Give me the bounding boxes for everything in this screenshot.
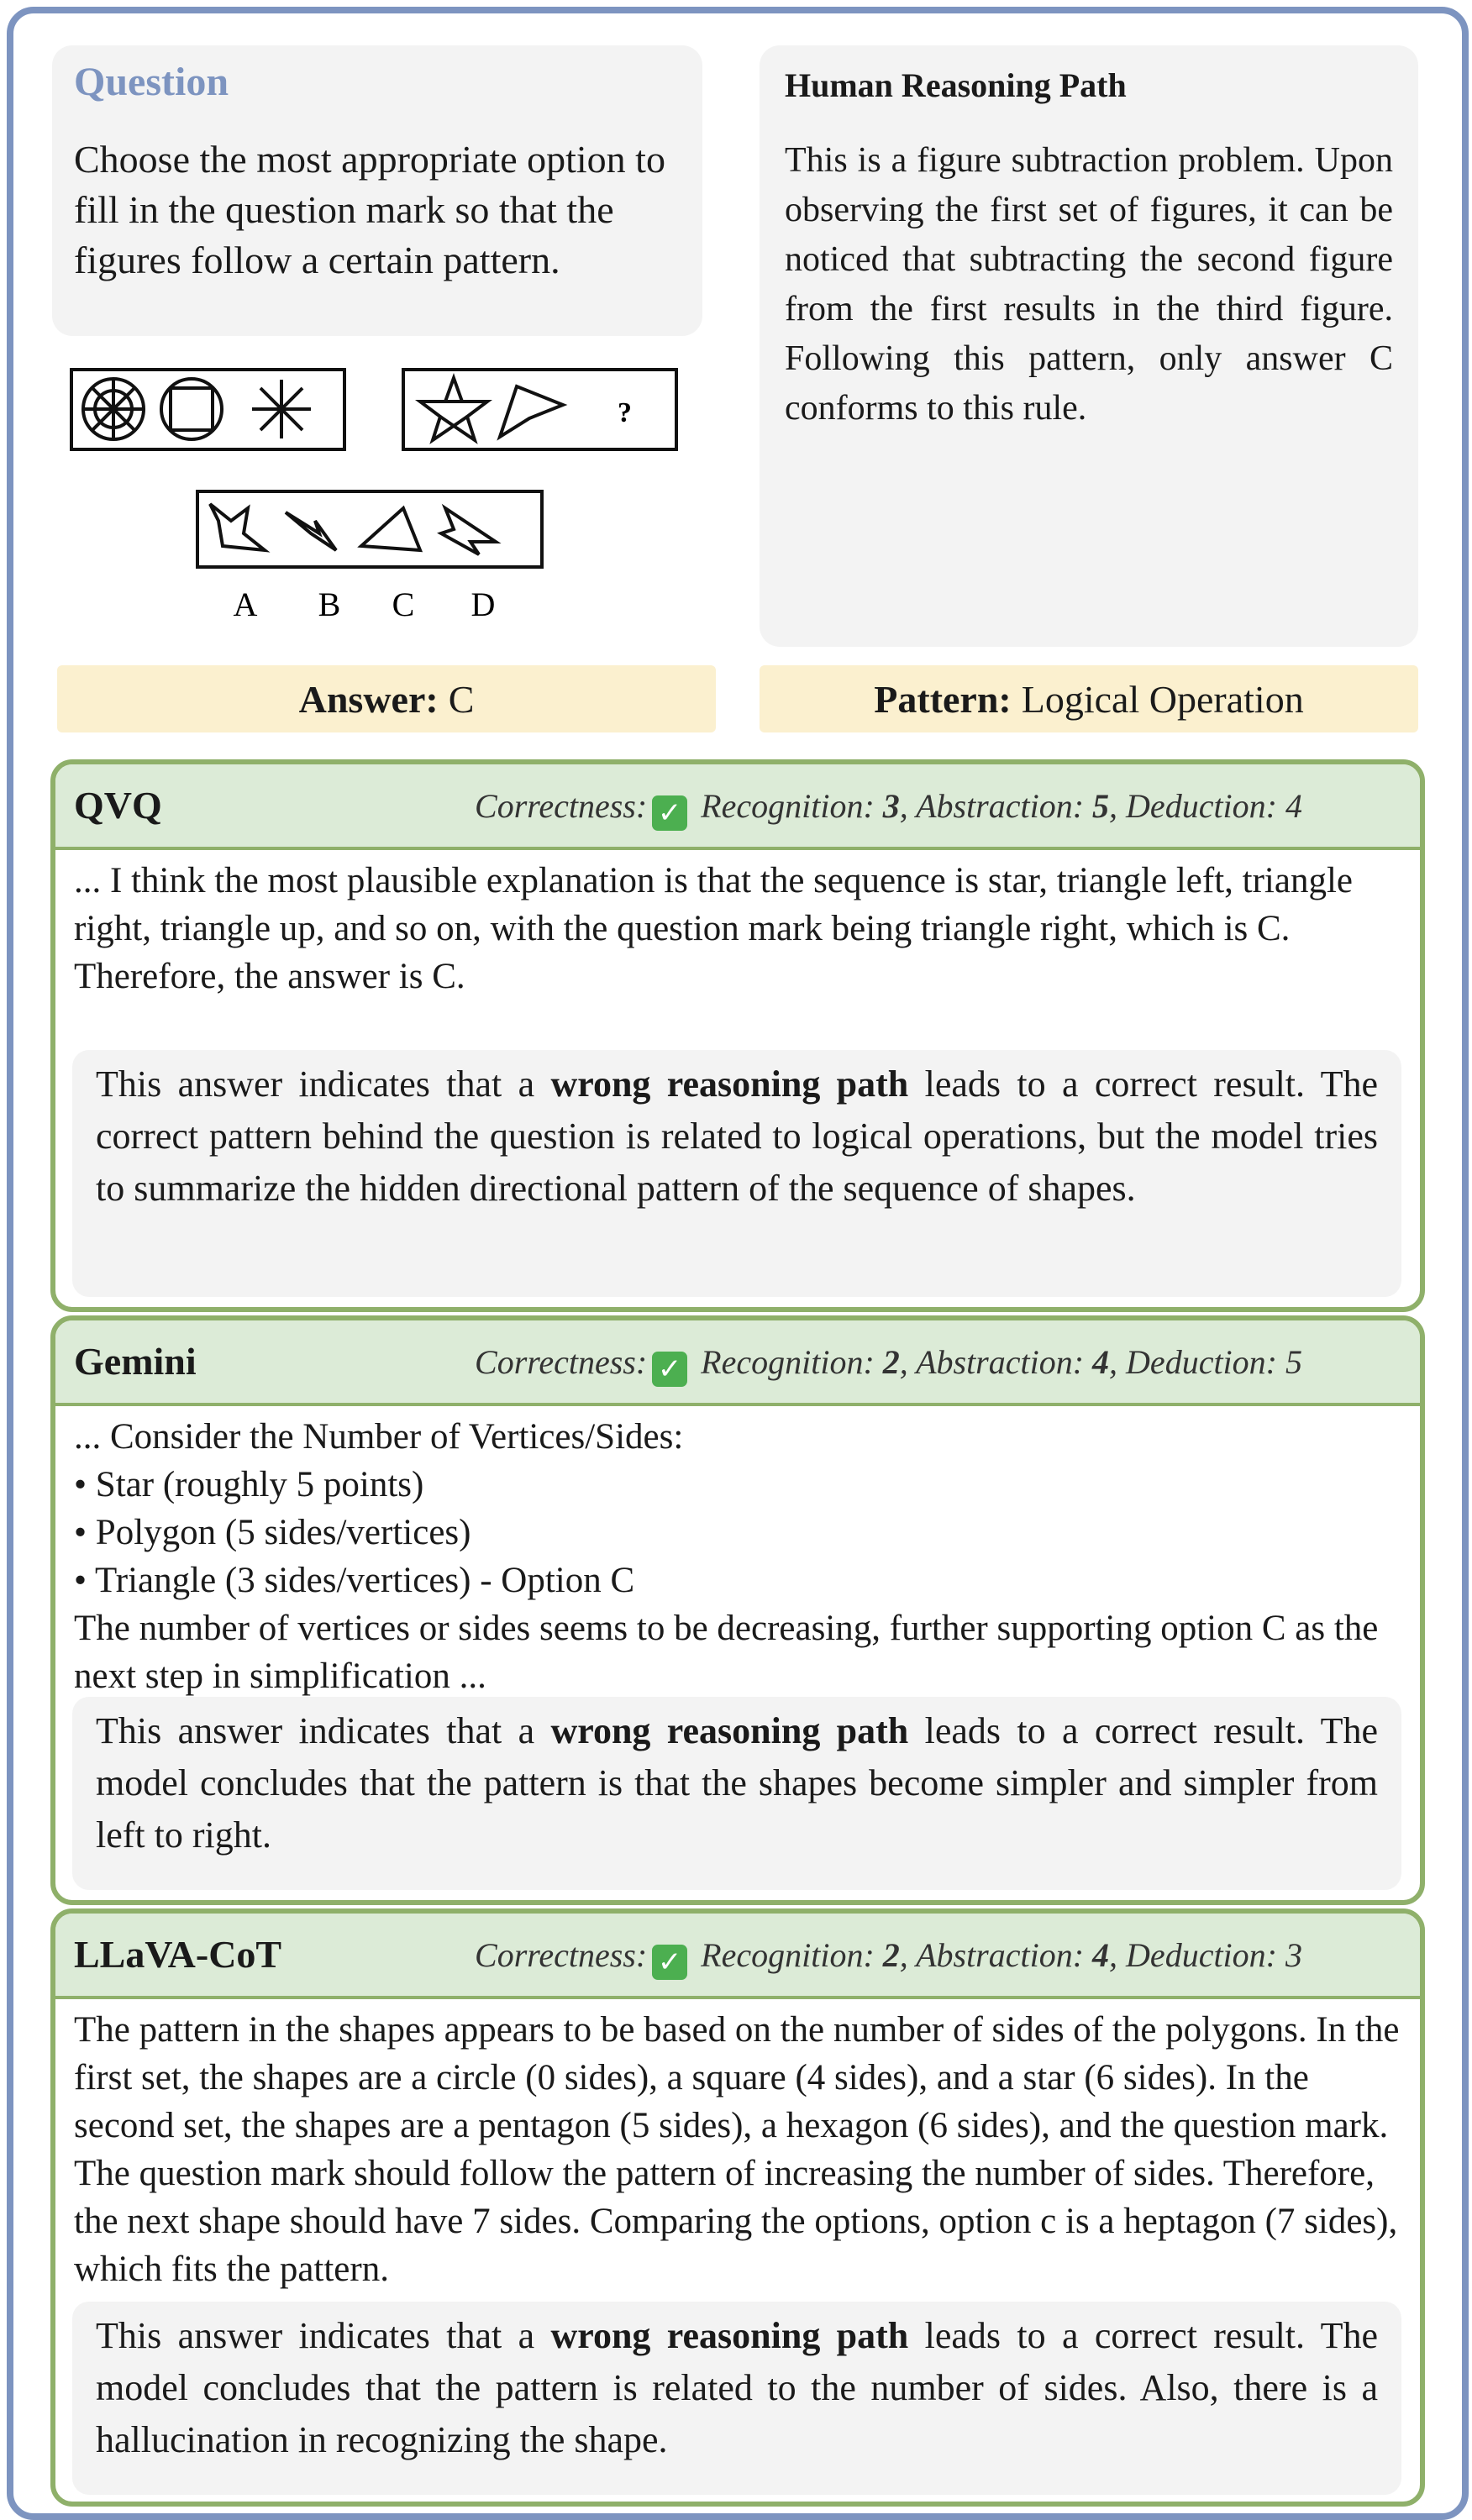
option-a-shape — [210, 504, 265, 550]
check-mark-icon: ✓ — [652, 795, 687, 831]
option-label-d: D — [471, 585, 496, 623]
correctness-label: Correctness: — [475, 787, 648, 825]
response-bullet: • Polygon (5 sides/vertices) — [74, 1513, 471, 1552]
wheel-shape — [83, 379, 144, 439]
options-box — [197, 491, 542, 567]
response-bullet: • Star (roughly 5 points) — [74, 1465, 424, 1504]
abstraction-label: Abstraction: — [916, 1936, 1085, 1974]
evaluation-box — [72, 2302, 1401, 2495]
option-b-shape — [286, 512, 336, 550]
abstraction-label: Abstraction: — [916, 787, 1085, 825]
evaluation-suffix: leads to a correct result. — [924, 1063, 1306, 1105]
recognition-score: 2 — [882, 1343, 900, 1381]
abstraction-score: 4 — [1092, 1343, 1110, 1381]
response-paragraph: Therefore, the answer is C. — [74, 957, 465, 996]
second-set-box — [403, 370, 676, 449]
model-name: QVQ — [74, 784, 162, 827]
card-header — [55, 1914, 1420, 1999]
check-mark-icon: ✓ — [652, 1352, 687, 1387]
human-reasoning-title: Human Reasoning Path — [785, 66, 1127, 104]
pattern-label: Pattern: — [874, 677, 1012, 721]
evaluation-prefix: This answer indicates that a — [96, 1063, 535, 1105]
score-line: Correctness: ✓ Recognition: 2, Abstraction: 4, Deduction: 3 — [475, 1936, 1302, 1979]
score-line: Correctness: ✓ Recognition: 3, Abstraction: 5, Deduction: 4 — [475, 787, 1302, 830]
response-paragraph: ... I think the most plausible explanation is that the sequence is star, triangle left, triangle right, triangle up, and so on, with the question mark being triangle right, which is C. — [74, 861, 1353, 948]
evaluation-suffix: leads to a correct result. — [924, 1710, 1306, 1751]
circle-square-shape — [161, 379, 222, 439]
recognition-label: Recognition: — [701, 787, 875, 825]
evaluation-detail: The correct pattern behind the question is related to logical operations, but the model tries to summarize the hidden directional pattern of the sequence of shapes. — [96, 1063, 1378, 1209]
card-header — [55, 764, 1420, 850]
star-inner-lines — [440, 402, 467, 426]
evaluation-detail: The model concludes that the pattern is that the shapes become simpler and simpler from left to right. — [96, 1710, 1378, 1856]
answer-tag — [57, 665, 716, 732]
model-card-qvq — [50, 759, 1425, 1312]
option-label-a: A — [233, 585, 258, 623]
evaluation-detail: The model concludes that the pattern is related to the number of sides. Also, there is a hallucination in recognizing the shape. — [96, 2315, 1378, 2460]
model-name: Gemini — [74, 1340, 197, 1383]
deduction-label: Deduction: — [1126, 1343, 1277, 1381]
answer-label: Answer: — [298, 677, 439, 721]
response-bullet: • Triangle (3 sides/vertices) - Option C — [74, 1561, 635, 1600]
evaluation-prefix: This answer indicates that a — [96, 2315, 535, 2356]
model-response — [74, 2006, 1401, 2293]
check-mark-icon: ✓ — [652, 1945, 687, 1980]
question-box — [52, 45, 702, 336]
question-mark: ? — [618, 397, 632, 428]
deduction-label: Deduction: — [1126, 1936, 1277, 1974]
option-label-c: C — [392, 585, 415, 623]
star-shape — [420, 378, 487, 440]
evaluation-highlight: wrong reasoning path — [550, 1063, 909, 1105]
correctness-label: Correctness: — [475, 1936, 648, 1974]
response-paragraph: The number of vertices or sides seems to be decreasing, further supporting option C as the next step in simplification ... — [74, 1609, 1379, 1696]
evaluation-highlight: wrong reasoning path — [550, 2315, 909, 2356]
question-title: Question — [74, 60, 229, 104]
puzzle-figure — [59, 353, 697, 630]
abstraction-score: 4 — [1092, 1936, 1110, 1974]
deduction-label: Deduction: — [1126, 787, 1277, 825]
evaluation-box — [72, 1050, 1401, 1297]
correctness-label: Correctness: — [475, 1343, 648, 1381]
human-reasoning-text: This is a figure subtraction problem. Upon observing the first set of figures, it can be noticed that subtracting the second figure from the first results in the third figure. Following this pattern, only answer C conforms to this rule. — [785, 141, 1393, 428]
evaluation-box — [72, 1697, 1401, 1890]
option-c-shape — [361, 508, 420, 550]
pattern-tag — [760, 665, 1418, 732]
pattern-value: Logical Operation — [1021, 677, 1304, 721]
recognition-label: Recognition: — [701, 1936, 875, 1974]
option-d-shape — [441, 508, 496, 554]
model-card-llava-cot — [50, 1908, 1425, 2507]
deduction-score: 4 — [1285, 787, 1302, 825]
model-card-gemini — [50, 1315, 1425, 1905]
question-text: Choose the most appropriate option to fill in the question mark so that the figures follow a certain pattern. — [74, 138, 665, 281]
recognition-score: 3 — [882, 787, 900, 825]
answer-value: C — [448, 677, 475, 721]
deduction-score: 5 — [1285, 1343, 1302, 1381]
evaluation-prefix: This answer indicates that a — [96, 1710, 535, 1751]
model-name: LLaVA-CoT — [74, 1933, 282, 1976]
human-reasoning-box — [760, 45, 1418, 647]
score-line: Correctness: ✓ Recognition: 2, Abstraction: 4, Deduction: 5 — [475, 1343, 1302, 1386]
abstraction-score: 5 — [1092, 787, 1110, 825]
response-paragraph: The pattern in the shapes appears to be based on the number of sides of the polygons. In the first set, the shapes are a circle (0 sides), a square (4 sides), and a star (6 sides). In the second set, the shapes are a pentagon (5 sides), a hexagon (6 sides), and the question mark. The question mark should follow the pattern of increasing the number of sides. Therefore, the next shape should have 7 sides. Comparing the options, option c is a heptagon (7 sides), which fits the pattern. — [74, 2010, 1400, 2289]
abstraction-label: Abstraction: — [916, 1343, 1085, 1381]
deduction-score: 3 — [1285, 1936, 1302, 1974]
recognition-score: 2 — [882, 1936, 900, 1974]
evaluation-highlight: wrong reasoning path — [550, 1710, 909, 1751]
kite-shape — [500, 386, 563, 437]
card-header — [55, 1320, 1420, 1406]
response-line: ... Consider the Number of Vertices/Sides: — [74, 1417, 684, 1457]
asterisk-shape — [252, 380, 311, 438]
recognition-label: Recognition: — [701, 1343, 875, 1381]
evaluation-suffix: leads to a correct result. — [924, 2315, 1306, 2356]
model-response — [74, 1413, 1401, 1700]
option-label-b: B — [318, 585, 341, 623]
model-response — [74, 857, 1401, 1000]
